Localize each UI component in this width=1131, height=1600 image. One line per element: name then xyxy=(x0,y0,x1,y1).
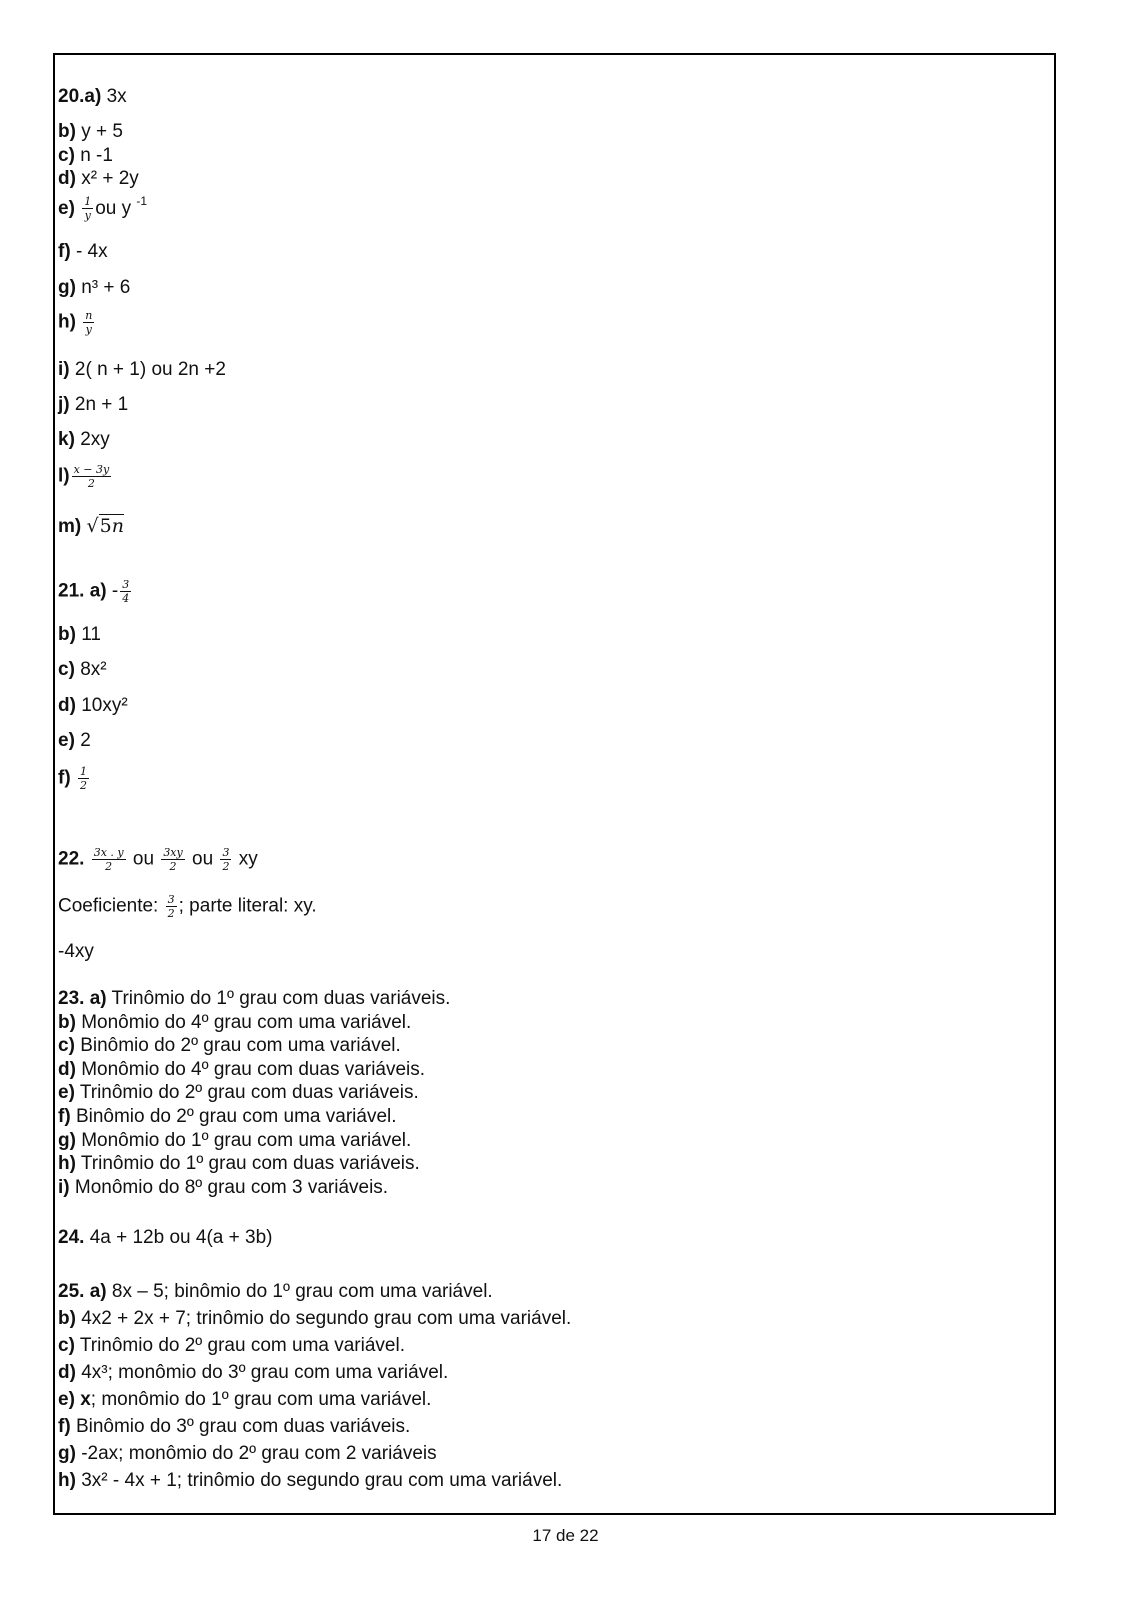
q20-j: j) 2n + 1 xyxy=(58,394,129,415)
q23-f: f) Binômio do 2º grau com uma variável. xyxy=(58,1106,397,1127)
q23-b: b) Monômio do 4º grau com uma variável. xyxy=(58,1012,412,1033)
q22-extra: -4xy xyxy=(58,941,94,962)
q25-b: b) 4x2 + 2x + 7; trinômio do segundo grau com uma variável. xyxy=(58,1308,572,1329)
q25-e: e) x; monômio do 1º grau com uma variável. xyxy=(58,1389,432,1410)
q24: 24. 4a + 12b ou 4(a + 3b) xyxy=(58,1227,273,1248)
q20-h: h) $\frac{n}{y}$ xyxy=(58,309,93,336)
q22-coefficient: Coeficiente: $\frac{3}{2}$ ; parte literal: xy. xyxy=(58,893,317,920)
q20-e: e) $\frac{1}{y}$ ou y $^{-1}$ xyxy=(58,194,148,223)
fraction: $\frac{3}{4}$ xyxy=(122,578,130,605)
q20-k: k) 2xy xyxy=(58,429,110,450)
square-root: √5n xyxy=(86,515,124,537)
fraction: $\frac{n}{y}$ xyxy=(85,309,93,336)
q23-g: g) Monômio do 1º grau com uma variável. xyxy=(58,1130,412,1151)
q22-expression: 22. $\frac{3x . y}{2}$ ou $\frac{3xy}{2}$ ou $\frac{3}{2}$ xy xyxy=(58,846,258,873)
q20-b: b) y + 5 xyxy=(58,121,123,142)
q20-d: d) x² + 2y xyxy=(58,168,139,189)
q25-g: g) -2ax; monômio do 2º grau com 2 variáveis xyxy=(58,1443,437,1464)
q21-d: d) 10xy² xyxy=(58,695,128,716)
q21-c: c) 8x² xyxy=(58,659,107,680)
q25-f: f) Binômio do 3º grau com duas variáveis. xyxy=(58,1416,411,1437)
fraction: $\frac{3xy}{2}$ xyxy=(163,846,183,873)
q20-g: g) n³ + 6 xyxy=(58,277,131,298)
q23-a: 23. a) Trinômio do 1º grau com duas variáveis. xyxy=(58,988,451,1009)
q25-c: c) Trinômio do 2º grau com uma variável. xyxy=(58,1335,405,1356)
q23-d: d) Monômio do 4º grau com duas variáveis. xyxy=(58,1059,426,1080)
q20-l: l) $\frac{x - 3y}{2}$ xyxy=(58,463,110,490)
q23-c: c) Binômio do 2º grau com uma variável. xyxy=(58,1035,401,1056)
q20-m: m) √5n xyxy=(58,515,124,537)
q21-b: b) 11 xyxy=(58,624,101,645)
q21-a: 21. a) - $\frac{3}{4}$ xyxy=(58,578,130,605)
fraction: $\frac{3}{2}$ xyxy=(167,893,175,920)
q25-d: d) 4x³; monômio do 3º grau com uma variável. xyxy=(58,1362,449,1383)
fraction: $\frac{1}{y}$ xyxy=(84,195,92,223)
q20-c: c) n -1 xyxy=(58,145,113,166)
q25-a: 25. a) 8x – 5; binômio do 1º grau com uma variável. xyxy=(58,1281,493,1302)
fraction: $\frac{1}{2}$ xyxy=(79,765,87,792)
q21-e: e) 2 xyxy=(58,730,91,751)
q25-h: h) 3x² - 4x + 1; trinômio do segundo grau com uma variável. xyxy=(58,1470,563,1491)
fraction: $\frac{3x . y}{2}$ xyxy=(93,846,124,873)
q20-f: f) - 4x xyxy=(58,241,108,262)
q20-a: 20.a) 3x xyxy=(58,86,127,107)
q21-f: f) $\frac{1}{2}$ xyxy=(58,765,87,792)
page-number: 17 de 22 xyxy=(532,1526,599,1545)
q20-i: i) 2( n + 1) ou 2n +2 xyxy=(58,359,226,380)
fraction: $\frac{3}{2}$ xyxy=(222,846,230,873)
q23-h: h) Trinômio do 1º grau com duas variáveis. xyxy=(58,1153,420,1174)
q23-e: e) Trinômio do 2º grau com duas variáveis. xyxy=(58,1082,419,1103)
q23-i: i) Monômio do 8º grau com 3 variáveis. xyxy=(58,1177,389,1198)
fraction: $\frac{x - 3y}{2}$ xyxy=(73,463,110,490)
